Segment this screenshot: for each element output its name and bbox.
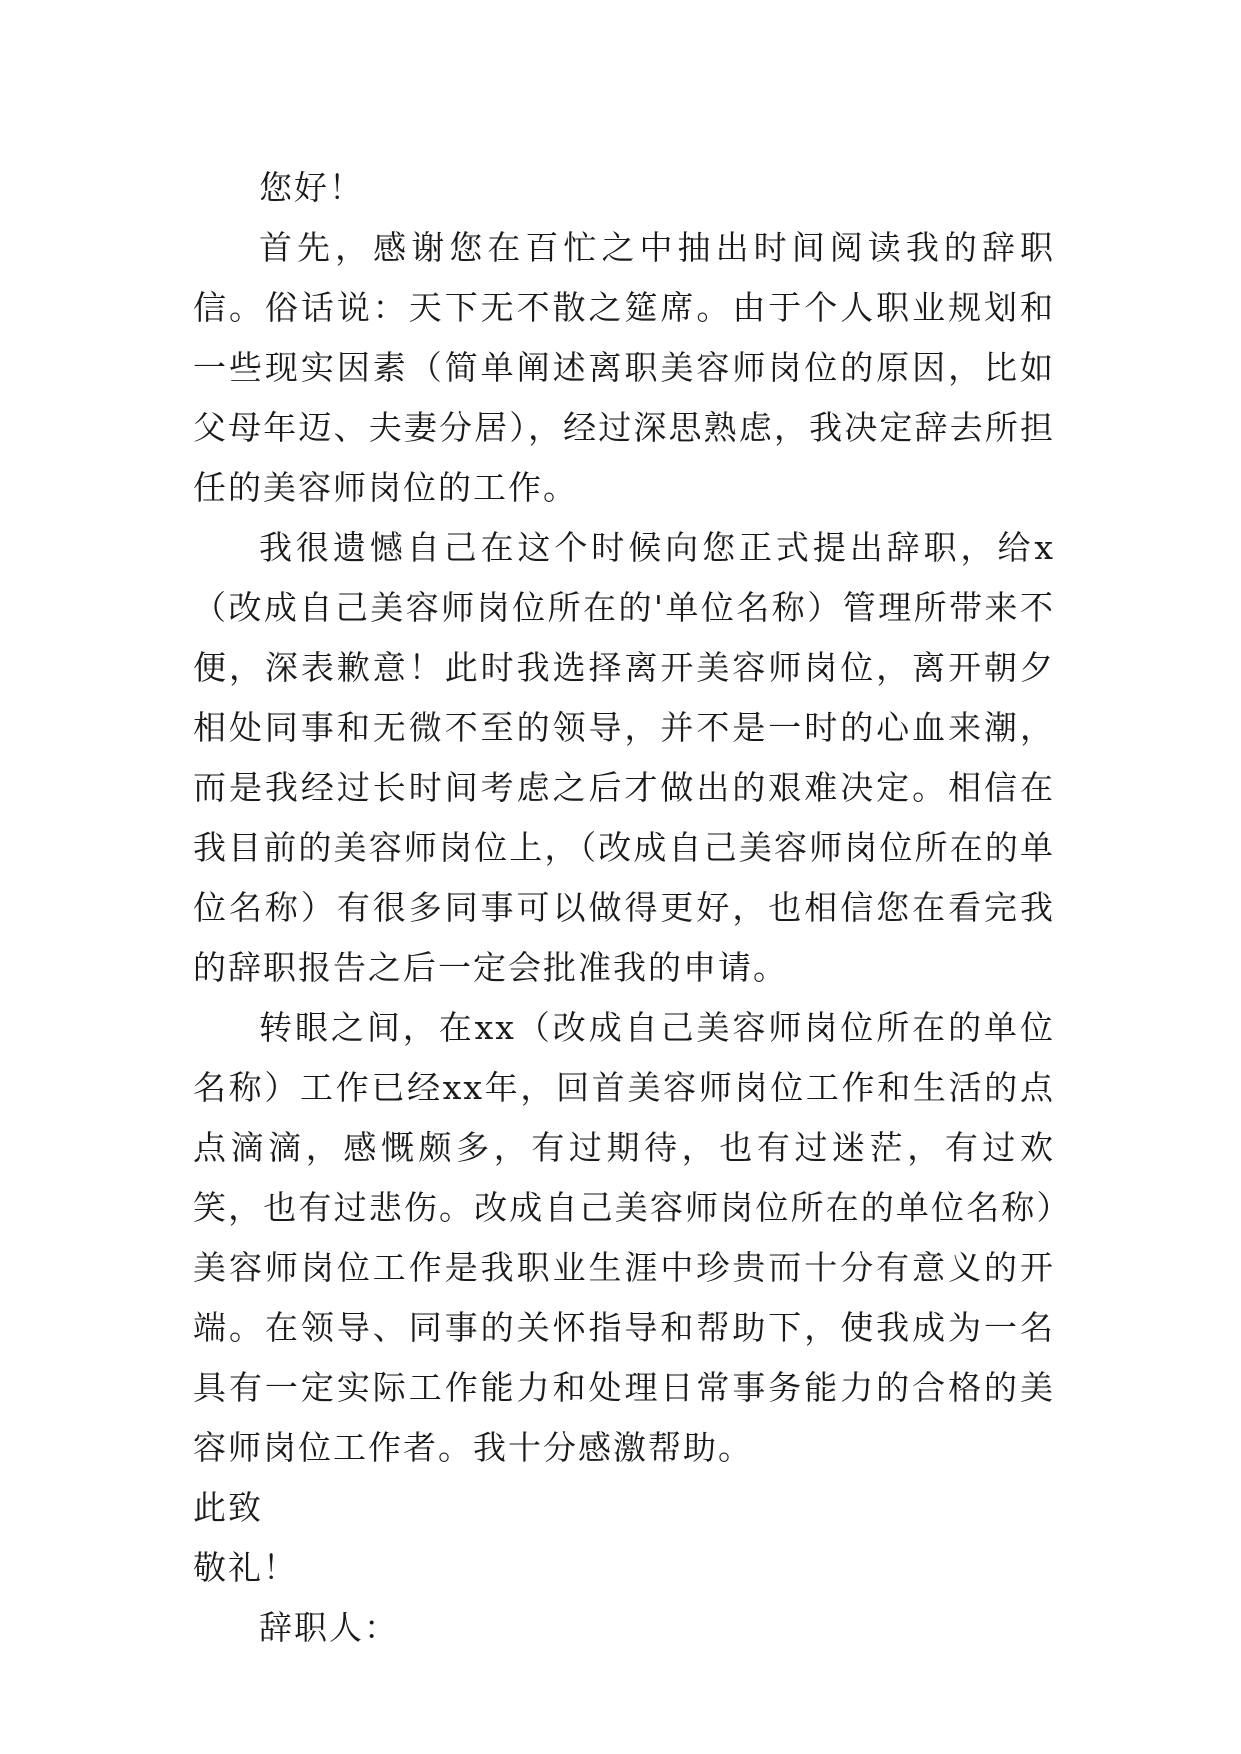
paragraph-3: 转眼之间，在xx（改成自己美容师岗位所在的单位名称）工作已经xx年，回首美容师岗位工作和生活的点点滴滴，感慨颇多，有过期待，也有过迷茫，有过欢笑，也有过悲伤。改成自己美容师岗位所在的单位名称）美容师岗位工作是我职业生涯中珍贵而十分有意义的开端。在领导、同事的关怀指导和帮助下，使我成为一名具有一定实际工作能力和处理日常事务能力的合格的美容师岗位工作者。我十分感激帮助。	[193, 1008, 1055, 1467]
closing-ci-zhi: 此致	[193, 1488, 263, 1527]
paragraph-1: 首先，感谢您在百忙之中抽出时间阅读我的辞职信。俗话说：天下无不散之筵席。由于个人职业规划和一些现实因素（简单阐述离职美容师岗位的原因，比如父母年迈、夫妻分居），经过深思熟虑，我决定辞去所担任的美容师岗位的工作。	[193, 228, 1055, 507]
paragraph-2: 我很遗憾自己在这个时候向您正式提出辞职，给x（改成自己美容师岗位所在的'单位名称）管理所带来不便，深表歉意！此时我选择离开美容师岗位，离开朝夕相处同事和无微不至的领导，并不是一时的心血来潮，而是我经过长时间考虑之后才做出的艰难决定。相信在我目前的美容师岗位上，（改成自己美容师岗位所在的单位名称）有很多同事可以做得更好，也相信您在看完我的辞职报告之后一定会批准我的申请。	[193, 528, 1055, 987]
closing-jing-li: 敬礼！	[193, 1548, 298, 1587]
letter-body	[193, 158, 1055, 1658]
greeting: 您好！	[259, 168, 364, 207]
signature-line: 辞职人：	[259, 1608, 399, 1647]
